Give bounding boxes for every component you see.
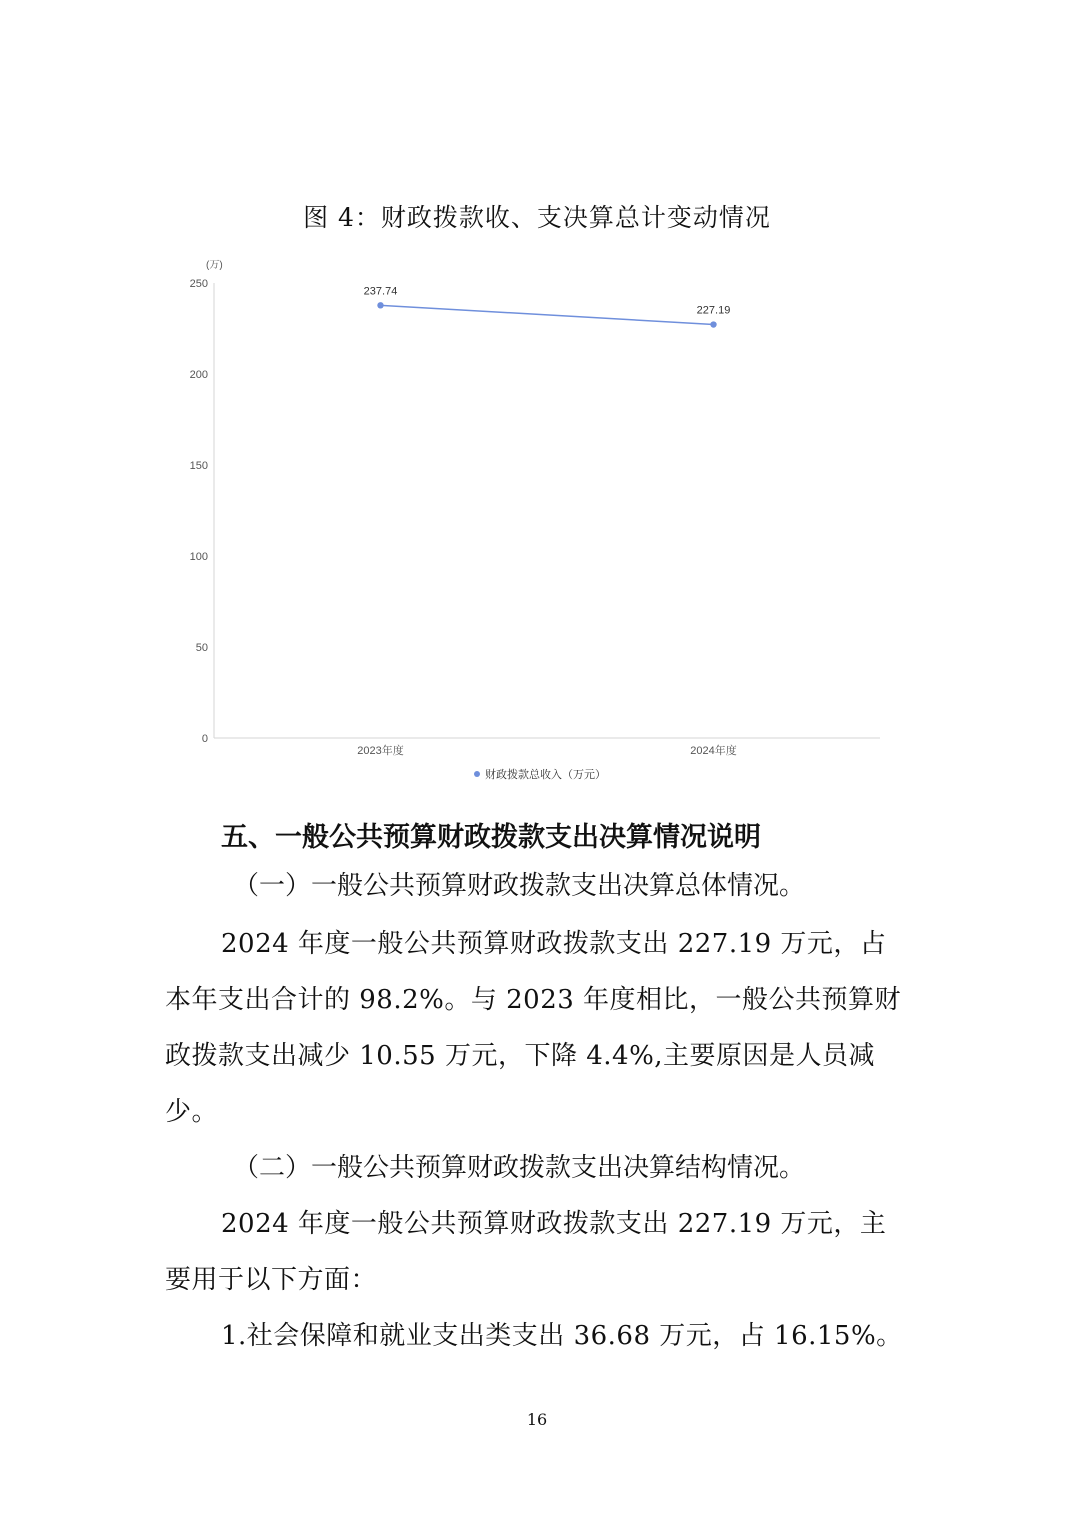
legend-label: 财政拨款总收入（万元） [485, 769, 606, 781]
data-label: 227.19 [696, 304, 731, 317]
paragraph-1-line-1: 2024 年度一般公共预算财政拨款支出 227.19 万元，占 [221, 929, 887, 959]
subsection-1-heading: （一）一般公共预算财政拨款支出决算总体情况。 [233, 871, 806, 901]
paragraph-2-line-2: 要用于以下方面： [165, 1265, 378, 1295]
x-tick-label: 2024年度 [690, 745, 737, 757]
legend-marker [474, 771, 480, 777]
series-line [381, 305, 714, 324]
data-point [710, 321, 716, 327]
y-tick-label: 100 [189, 551, 208, 563]
paragraph-1-line-2: 本年支出合计的 98.2%。与 2023 年度相比，一般公共预算财 [165, 985, 902, 1015]
paragraph-2-line-1: 2024 年度一般公共预算财政拨款支出 227.19 万元，主 [221, 1209, 887, 1239]
list-item-1: 1.社会保障和就业支出类支出 36.68 万元，占 16.15%。 [221, 1321, 903, 1351]
subsection-2-heading: （二）一般公共预算财政拨款支出决算结构情况。 [233, 1153, 806, 1183]
y-tick-label: 0 [201, 733, 208, 745]
y-tick-label: 50 [195, 642, 208, 654]
data-point [377, 302, 383, 308]
section-heading: 五、一般公共预算财政拨款支出决算情况说明 [221, 822, 761, 853]
y-unit-label: (万) [206, 260, 223, 271]
x-tick-label: 2023年度 [357, 745, 404, 757]
y-tick-label: 150 [189, 460, 208, 472]
y-tick-label: 200 [189, 369, 208, 381]
paragraph-1-line-3: 政拨款支出减少 10.55 万元，下降 4.4%,主要原因是人员减 [165, 1041, 876, 1071]
data-label: 237.74 [363, 285, 398, 298]
figure-title: 图 4：财政拨款收、支决算总计变动情况 [303, 203, 771, 232]
paragraph-1-line-4: 少。 [165, 1097, 219, 1127]
y-tick-label: 250 [189, 278, 208, 290]
page-number: 16 [526, 1410, 548, 1429]
